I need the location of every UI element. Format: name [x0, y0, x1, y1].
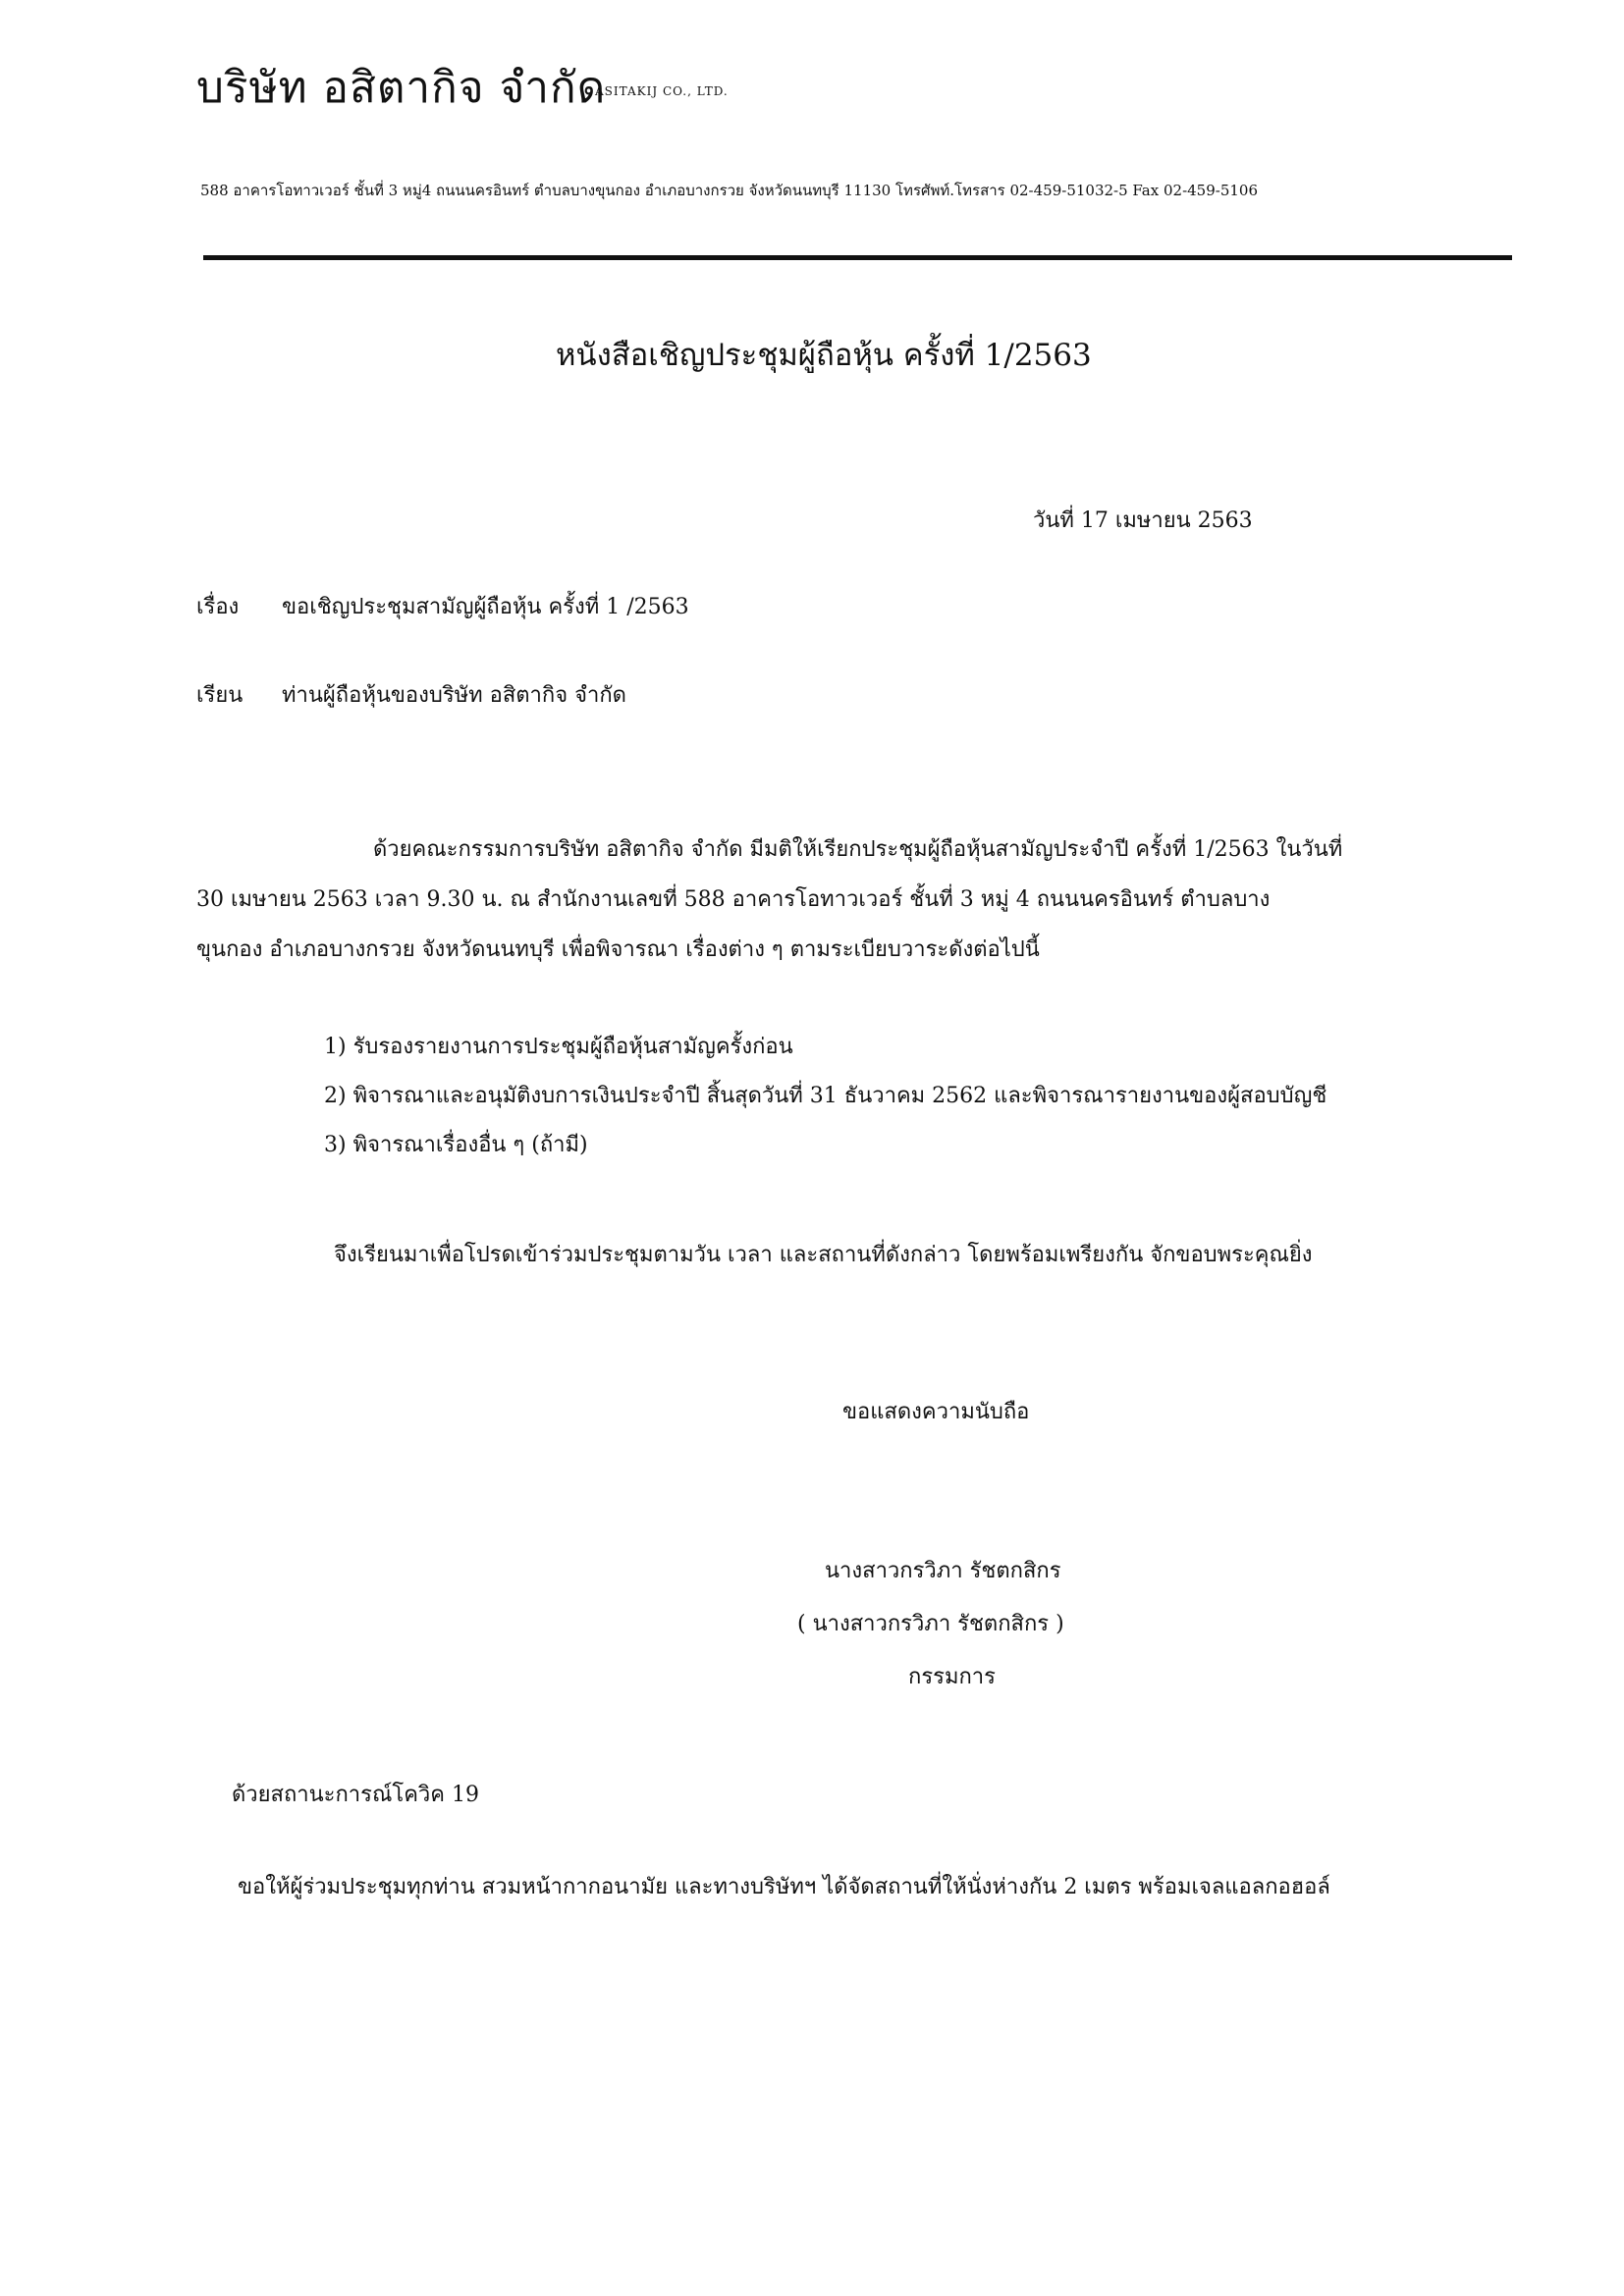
recipient-label: เรียน	[196, 683, 244, 708]
body-line: ขุนกอง อำเภอบางกรวย จังหวัดนนทบุรี เพื่อพิจารณา เรื่องต่าง ๆ ตามระเบียบวาระดังต่อไปนี้	[196, 937, 1040, 962]
document-date: วันที่ 17 เมษายน 2563	[1033, 508, 1253, 533]
signer-title: กรรมการ	[908, 1665, 996, 1689]
agenda-list	[324, 1023, 1326, 1170]
company-name-english: ASITAKIJ CO., LTD.	[595, 84, 729, 98]
signer-name-parenthesized: ( นางสาวกรวิภา รัชตกสิกร )	[797, 1612, 1064, 1636]
agenda-item: 1) รับรองรายงานการประชุมผู้ถือหุ้นสามัญครั้งก่อน	[324, 1035, 793, 1059]
company-address: 588 อาคารโอทาวเวอร์ ชั้นที่ 3 หมู่4 ถนนนครอินทร์ ตำบลบางขุนกอง อำเภอบางกรวย จังหวัดนนทบุรี 11130 โทรศัพท์.โทรสาร 02-459-51032-5 Fax 02-459-5106	[200, 182, 1259, 199]
subject-text: ขอเชิญประชุมสามัญผู้ถือหุ้น ครั้งที่ 1 /2563	[282, 595, 689, 619]
body-line: 30 เมษายน 2563 เวลา 9.30 น. ณ สำนักงานเลขที่ 588 อาคารโอทาวเวอร์ ชั้นที่ 3 หมู่ 4 ถนนนครอินทร์ ตำบลบาง	[196, 887, 1271, 912]
body-line: ด้วยคณะกรรมการบริษัท อสิตากิจ จำกัด มีมติให้เรียกประชุมผู้ถือหุ้นสามัญประจำปี ครั้งที่ 1/2563 ในวันที่	[373, 837, 1343, 862]
covid-notice-text: ขอให้ผู้ร่วมประชุมทุกท่าน สวมหน้ากากอนามัย และทางบริษัทฯ ได้จัดสถานที่ให้นั่งห่างกัน 2 เมตร พร้อมเจลแอลกอฮอล์	[238, 1875, 1330, 1899]
agenda-item: 2) พิจารณาและอนุมัติงบการเงินประจำปี สิ้นสุดวันที่ 31 ธันวาคม 2562 และพิจารณารายงานของผู้สอบบัญชี	[324, 1084, 1327, 1108]
header-divider	[203, 255, 1512, 260]
agenda-item: 3) พิจารณาเรื่องอื่น ๆ (ถ้ามี)	[324, 1133, 588, 1157]
subject-label: เรื่อง	[196, 595, 240, 619]
signer-name: นางสาวกรวิภา รัชตกสิกร	[825, 1559, 1061, 1583]
regards: ขอแสดงความนับถือ	[842, 1400, 1030, 1424]
covid-notice-title: ด้วยสถานะการณ์โควิค 19	[232, 1783, 479, 1807]
closing-sentence: จึงเรียนมาเพื่อโปรดเข้าร่วมประชุมตามวัน เวลา และสถานที่ดังกล่าว โดยพร้อมเพรียงกัน จักขอบพระคุณยิ่ง	[334, 1243, 1313, 1267]
company-name-thai: บริษัท อสิตากิจ จำกัด	[196, 63, 607, 113]
document-title: หนังสือเชิญประชุมผู้ถือหุ้น ครั้งที่ 1/2563	[556, 338, 1092, 373]
recipient-text: ท่านผู้ถือหุ้นของบริษัท อสิตากิจ จำกัด	[282, 683, 626, 708]
body-paragraph	[196, 825, 1473, 975]
